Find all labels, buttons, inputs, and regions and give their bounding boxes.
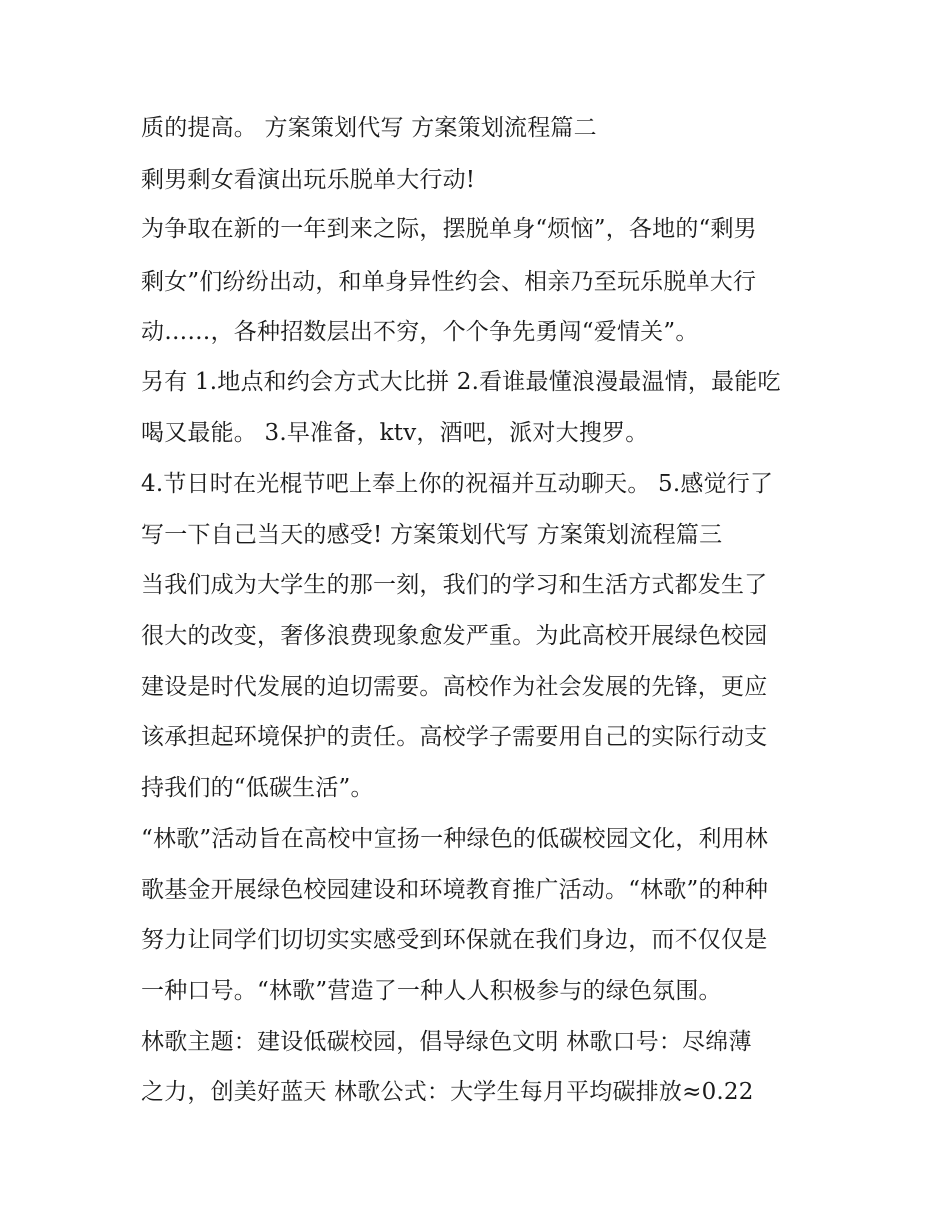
text-line: 歌基金开展绿色校园建设和环境教育推广活动。“林歌”的种种 xyxy=(141,877,769,903)
text-line: 喝又最能。 3.早准备，ktv，酒吧，派对大搜罗。 xyxy=(141,420,649,446)
text-line: 另有 1.地点和约会方式大比拼 2.看谁最懂浪漫最温情，最能吃 xyxy=(141,369,781,395)
text-line: 动……，各种招数层出不穷，个个争先勇闯“爱情关”。 xyxy=(141,319,699,345)
text-line: 4.节日时在光棍节吧上奉上你的祝福并互动聊天。 5.感觉行了 xyxy=(141,471,774,497)
text-line: 林歌主题：建设低碳校园，倡导绿色文明 林歌口号：尽绵薄 xyxy=(141,1029,752,1055)
text-line: 很大的改变，奢侈浪费现象愈发严重。为此高校开展绿色校园 xyxy=(141,623,768,649)
text-line: 质的提高。 方案策划代写 方案策划流程篇二 xyxy=(141,115,597,141)
text-line: 为争取在新的一年到来之际，摆脱单身“烦恼”，各地的“剩男 xyxy=(141,216,757,242)
text-line: 当我们成为大学生的那一刻，我们的学习和生活方式都发生了 xyxy=(141,572,768,598)
text-line: 之力，创美好蓝天 林歌公式：大学生每月平均碳排放≈0.22 xyxy=(141,1079,754,1105)
text-line: 剩男剩女看演出玩乐脱单大行动! xyxy=(141,167,476,193)
text-line: “林歌”活动旨在高校中宣扬一种绿色的低碳校园文化，利用林 xyxy=(141,826,769,852)
text-line: 一种口号。“林歌”营造了一种人人积极参与的绿色氛围。 xyxy=(141,978,722,1004)
text-line: 持我们的“低碳生活”。 xyxy=(141,775,374,801)
text-line: 写一下自己当天的感受! 方案策划代写 方案策划流程篇三 xyxy=(141,522,723,548)
text-line: 建设是时代发展的迫切需要。高校作为社会发展的先锋，更应 xyxy=(141,674,768,700)
text-line: 该承担起环境保护的责任。高校学子需要用自己的实际行动支 xyxy=(141,724,768,750)
text-line: 剩女”们纷纷出动，和单身异性约会、相亲乃至玩乐脱单大行 xyxy=(141,269,757,295)
text-line: 努力让同学们切切实实感受到环保就在我们身边，而不仅仅是 xyxy=(141,927,768,953)
